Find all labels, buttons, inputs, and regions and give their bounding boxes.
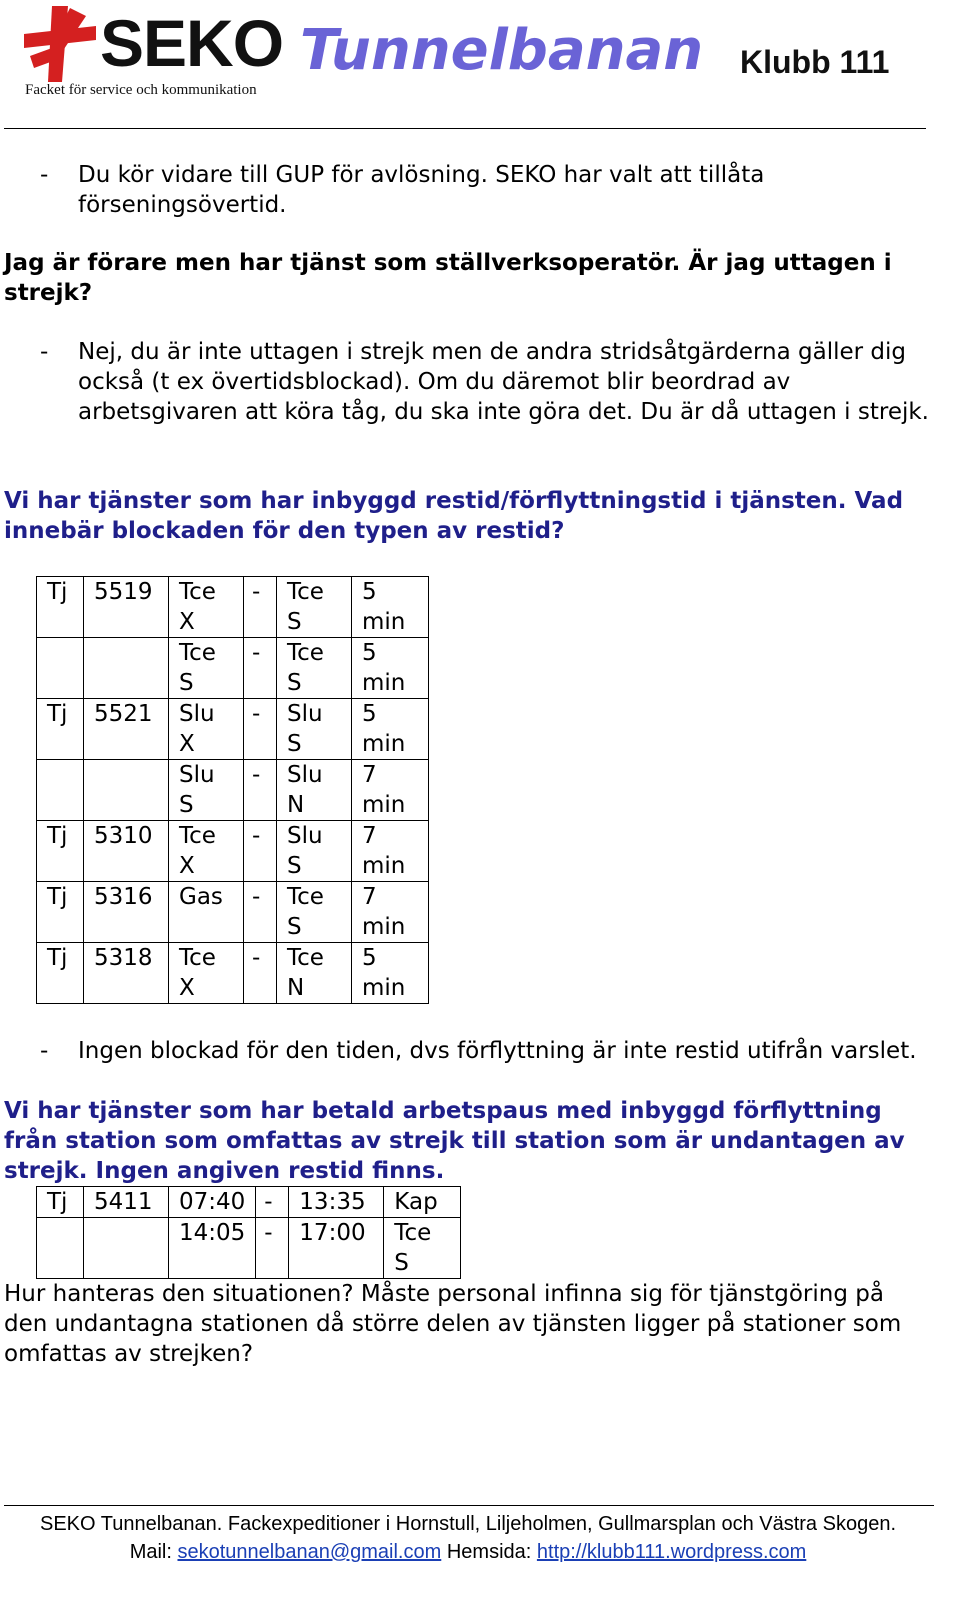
table-cell: 5 min	[352, 638, 429, 699]
table-cell: Slu S	[169, 760, 244, 821]
table-cell: 5 min	[352, 699, 429, 760]
table-cell: 5411	[84, 1187, 169, 1218]
table-row	[37, 821, 429, 882]
table-cell: 14:05	[169, 1218, 256, 1279]
table-cell: -	[244, 577, 277, 638]
table-cell: Kap	[384, 1187, 461, 1218]
seko-logo-icon	[22, 4, 98, 84]
table-cell: -	[244, 638, 277, 699]
logo-tagline: Facket för service och kommunikation	[25, 82, 257, 98]
table-cell: Tce X	[169, 577, 244, 638]
table-row	[37, 699, 429, 760]
table-row	[37, 638, 429, 699]
table-row	[37, 577, 429, 638]
table-cell: -	[244, 882, 277, 943]
schedule-table-travel-time	[36, 576, 429, 1004]
table-cell: Slu N	[277, 760, 352, 821]
table-cell: Tce N	[277, 943, 352, 1004]
table-cell: Slu X	[169, 699, 244, 760]
table-row	[37, 1187, 461, 1218]
table-cell: Slu S	[277, 699, 352, 760]
club-label: Klubb 111	[740, 44, 890, 80]
page-footer	[0, 1510, 936, 1566]
table-row	[37, 882, 429, 943]
brand-title: Tunnelbanan	[300, 18, 704, 83]
table-cell: Tj	[37, 577, 84, 638]
table-cell: 7 min	[352, 821, 429, 882]
table-cell: Tj	[37, 882, 84, 943]
bullet-dash: -	[40, 162, 49, 188]
table-cell: Gas	[169, 882, 244, 943]
web-label: Hemsida:	[446, 1541, 532, 1563]
mail-link[interactable]: sekotunnelbanan@gmail.com	[177, 1541, 442, 1563]
footer-contact	[0, 1538, 936, 1566]
table-cell: 7 min	[352, 760, 429, 821]
table-cell: -	[244, 760, 277, 821]
answer-text: Nej, du är inte uttagen i strejk men de andra stridsåtgärderna gäller dig också (t ex övertidsblockad). Om du däremot blir beordrad av arbetsgivaren att köra tåg, du ska inte göra det. Du är då uttagen i strejk.	[78, 339, 929, 425]
table-cell: Tj	[37, 943, 84, 1004]
answer-bullet-3	[4, 1036, 930, 1066]
footer-address: SEKO Tunnelbanan. Fackexpeditioner i Hornstull, Liljeholmen, Gullmarsplan och Västra Skogen.	[39, 1513, 896, 1535]
table-cell: 5318	[84, 943, 169, 1004]
table-cell: Tce S	[277, 577, 352, 638]
answer-bullet-2	[4, 337, 930, 427]
table-cell: Tj	[37, 821, 84, 882]
bullet-dash: -	[40, 1038, 49, 1064]
table-cell	[84, 760, 169, 821]
table-cell	[84, 638, 169, 699]
table-cell: -	[256, 1218, 289, 1279]
logo-wordmark: SEKO	[100, 6, 284, 80]
closing-question: Hur hanteras den situationen? Måste personal infinna sig för tjänstgöring på den undantagna stationen då större delen av tjänsten ligger på stationer som omfattas av strejken?	[4, 1281, 902, 1367]
table-cell	[37, 638, 84, 699]
table-cell: Tce S	[277, 882, 352, 943]
footer-divider	[4, 1505, 934, 1506]
table-cell: 7 min	[352, 882, 429, 943]
table-row	[37, 1218, 461, 1279]
table-cell: Tce X	[169, 943, 244, 1004]
question-2: Vi har tjänster som har inbyggd restid/förflyttningstid i tjänsten. Vad innebär blockaden för den typen av restid?	[4, 488, 904, 544]
table-cell: Tj	[37, 699, 84, 760]
header-divider	[4, 128, 926, 129]
question-1: Jag är förare men har tjänst som ställverksoperatör. Är jag uttagen i strejk?	[4, 250, 892, 306]
table-cell	[37, 1218, 84, 1279]
table-cell: 5316	[84, 882, 169, 943]
table-cell: Tce S	[277, 638, 352, 699]
table-cell: -	[244, 943, 277, 1004]
table-cell: 5 min	[352, 943, 429, 1004]
table-row	[37, 943, 429, 1004]
answer-text: Du kör vidare till GUP för avlösning. SEKO har valt att tillåta förseningsövertid.	[78, 162, 765, 218]
bullet-dash: -	[40, 339, 49, 365]
table-cell: Tj	[37, 1187, 84, 1218]
answer-text: Ingen blockad för den tiden, dvs förflyttning är inte restid utifrån varslet.	[78, 1038, 917, 1064]
table-cell: -	[256, 1187, 289, 1218]
table-cell: 5310	[84, 821, 169, 882]
table-cell: 5 min	[352, 577, 429, 638]
table-cell: 07:40	[169, 1187, 256, 1218]
page-header	[0, 0, 960, 130]
document-body	[4, 160, 930, 1369]
table-cell: 13:35	[289, 1187, 384, 1218]
mail-label: Mail:	[129, 1541, 172, 1563]
table-cell: Tce X	[169, 821, 244, 882]
table-cell	[84, 1218, 169, 1279]
table-cell: Tce S	[384, 1218, 461, 1279]
schedule-table-work-pause	[36, 1186, 461, 1279]
table-cell: -	[244, 699, 277, 760]
table-row	[37, 760, 429, 821]
table-cell: Tce S	[169, 638, 244, 699]
table-cell	[37, 760, 84, 821]
question-3: Vi har tjänster som har betald arbetspaus med inbyggd förflyttning från station som omfattas av strejk till station som är undantagen av strejk. Ingen angiven restid finns.	[4, 1098, 905, 1184]
table-cell: Slu S	[277, 821, 352, 882]
table-cell: 5521	[84, 699, 169, 760]
table-cell: 17:00	[289, 1218, 384, 1279]
website-link[interactable]: http://klubb111.wordpress.com	[536, 1541, 807, 1563]
table-cell: 5519	[84, 577, 169, 638]
table-cell: -	[244, 821, 277, 882]
answer-bullet-1	[4, 160, 930, 220]
